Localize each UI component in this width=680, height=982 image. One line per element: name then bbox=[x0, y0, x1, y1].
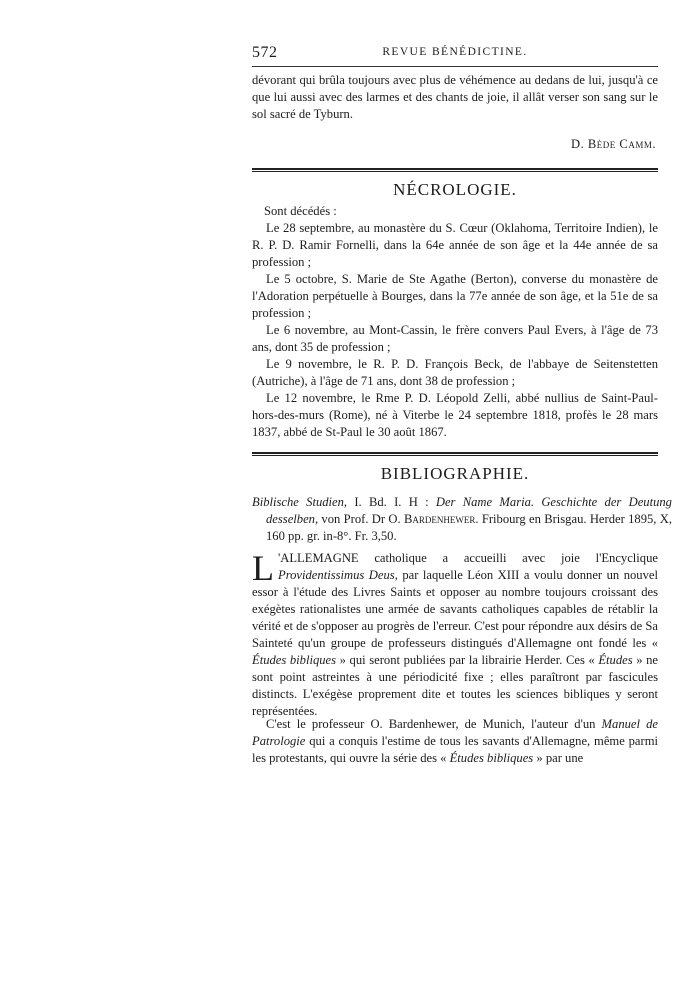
citation-volume: , I. Bd. I. H : bbox=[343, 495, 436, 509]
necrologie-entry: Le 6 novembre, au Mont-Cassin, le frère convers Paul Evers, à l'âge de 73 ans, dont 35 de profession ; bbox=[252, 323, 658, 354]
p1-text-b: , par laquelle Léon XIII a voulu donner un nouvel essor à l'étude des Livres Saints et opposer au nombre toujours croissant des exégètes rationalistes une armée de savants catholiques capables de rétablir la vérité et de s'opposer au progrès de l'erreur. C'est pour répondre aux désirs de Sa Sainteté qu'un groupe de professeurs distingués d'Allemagne ont fondé les « bbox=[252, 568, 658, 650]
section-rule-bibliographie bbox=[252, 452, 658, 454]
page-number: 572 bbox=[252, 44, 278, 61]
intro-paragraph: dévorant qui brûla toujours avec plus de véhémence au dedans de lui, jusqu'à ce que lui aussi avec des larmes et des chants de joie, il allât verser son sang sur le sol sacré de Tyburn. bbox=[252, 73, 658, 121]
citation-author: Bardenhewer bbox=[403, 512, 476, 526]
necrologie-list bbox=[252, 203, 658, 441]
bibliographie-title: BIBLIOGRAPHIE. bbox=[380, 464, 530, 483]
necrologie-entry: Le 12 novembre, le Rme P. D. Léopold Zelli, abbé nullius de Saint-Paul-hors-des-murs (Rome), né à Viterbe le 24 septembre 1818, profès le 28 mars 1837, abbé de St-Paul le 30 août 1867. bbox=[252, 391, 658, 439]
etudes-bibliques-1: Études bibliques bbox=[252, 653, 337, 667]
p1-text-a: 'ALLEMAGNE catholique a accueilli avec joie l'Encyclique bbox=[278, 551, 658, 565]
necrologie-lead: Sont décédés : bbox=[264, 204, 337, 218]
signature: D. Bède Camm. bbox=[571, 137, 656, 151]
encyclical-title: Providentissimus Deus bbox=[278, 568, 395, 582]
etudes-bibliques-2: Études bibliques bbox=[449, 751, 534, 765]
p1-text-c: » qui seront publiées par la librairie Herder. Ces « bbox=[336, 653, 599, 667]
header-rule bbox=[252, 66, 658, 67]
etudes-2: Études bbox=[598, 653, 633, 667]
section-rule-necrologie-thin bbox=[252, 171, 658, 172]
p2-text-b: qui a conquis l'estime de tous les savants d'Allemagne, même parmi les protestants, qui ouvre la série des « bbox=[252, 734, 658, 765]
citation-work: Der Name Maria. Geschichte der Deutung desselben bbox=[266, 495, 672, 526]
section-rule-necrologie bbox=[252, 168, 658, 170]
section-rule-bibliographie-thin bbox=[252, 455, 658, 456]
citation-imprint: . Fribourg en Brisgau. Herder 1895, X, 160 pp. gr. in-8°. Fr. 3,50. bbox=[266, 512, 672, 543]
manuel-title: Manuel de Patrologie bbox=[252, 717, 658, 748]
book-citation bbox=[252, 494, 672, 545]
running-header bbox=[252, 44, 658, 64]
review-paragraph-2 bbox=[252, 716, 658, 767]
citation-series: Biblische Studien bbox=[252, 495, 344, 509]
running-title: REVUE BÉNÉDICTINE. bbox=[382, 46, 528, 58]
p2-text-a: C'est le professeur O. Bardenhewer, de Munich, l'auteur d'un bbox=[266, 717, 602, 731]
review-paragraph-1 bbox=[252, 550, 658, 720]
citation-author-prefix: , von Prof. Dr O. bbox=[314, 512, 404, 526]
necrologie-entry: Le 9 novembre, le R. P. D. François Beck, de l'abbaye de Seitenstetten (Autriche), à l'âge de 71 ans, dont 38 de profession ; bbox=[252, 357, 658, 388]
drop-cap: L bbox=[252, 548, 274, 588]
necrologie-entry: Le 5 octobre, S. Marie de Ste Agathe (Berton), converse du monastère de l'Adoration perpétuelle à Bourges, dans la 77e année de son âge, et la 51e de sa profession ; bbox=[252, 272, 658, 320]
necrologie-entry: Le 28 septembre, au monastère du S. Cœur (Oklahoma, Territoire Indien), le R. P. D. Ramir Fornelli, dans la 64e année de son âge et la 44e année de sa profession ; bbox=[252, 221, 658, 269]
p2-text-c: » par une bbox=[533, 751, 584, 765]
p1-text-d: » ne sont point astreintes à une périodicité fixe ; elles paraîtront par fascicules distincts. L'exégèse proprement dite et toutes les sciences bibliques y seront représentées. bbox=[252, 653, 658, 718]
necrologie-title: NÉCROLOGIE. bbox=[393, 180, 517, 199]
